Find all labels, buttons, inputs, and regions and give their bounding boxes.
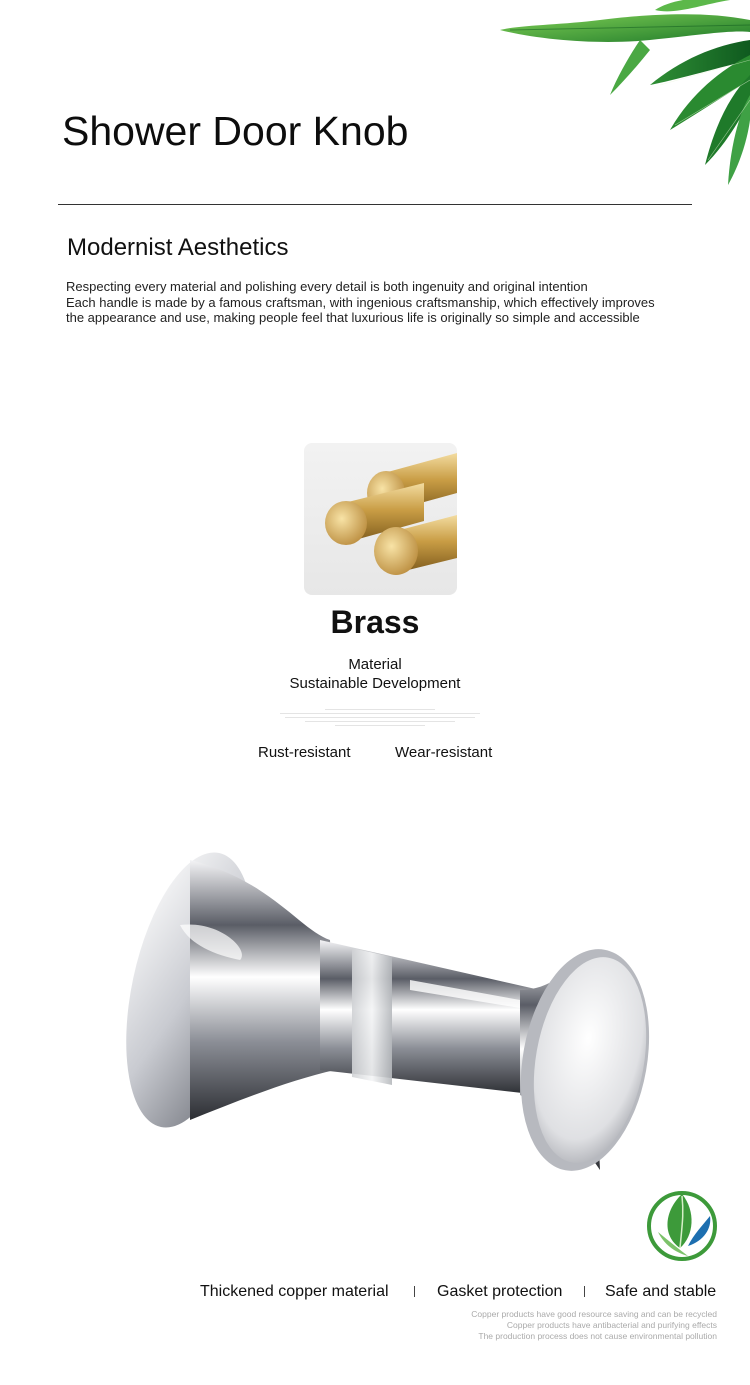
- note-line: The production process does not cause environmental pollution: [478, 1331, 717, 1341]
- eco-leaf-icon: [644, 1186, 720, 1262]
- palm-leaves-icon: [500, 0, 750, 190]
- property-wear-resistant: Wear-resistant: [395, 744, 493, 761]
- feature-safe-stable: Safe and stable: [605, 1283, 717, 1300]
- feature-gasket-protection: Gasket protection: [437, 1283, 563, 1300]
- fine-print-decoration: [275, 706, 485, 730]
- description-line: the appearance and use, making people feel that luxurious life is originally so simple and accessible: [66, 310, 640, 325]
- section-title: Modernist Aesthetics: [67, 234, 289, 261]
- separator: [584, 1286, 585, 1297]
- feature-thickened-copper: Thickened copper material: [200, 1283, 389, 1300]
- description-line: Each handle is made by a famous craftsman, with ingenious craftsmanship, which effectively improves: [66, 294, 655, 310]
- separator: [414, 1286, 415, 1297]
- note-line: Copper products have good resource saving and can be recycled: [471, 1309, 717, 1319]
- material-name: Brass: [330, 604, 420, 640]
- note-line: Copper products have antibacterial and purifying effects: [506, 1320, 717, 1330]
- material-label: Material: [348, 656, 402, 673]
- shower-door-knob-image: [120, 840, 660, 1210]
- divider: [58, 204, 692, 205]
- page-title: Shower Door Knob: [62, 108, 409, 154]
- brass-rods-image: [304, 443, 457, 595]
- property-rust-resistant: Rust-resistant: [258, 744, 351, 761]
- material-subtitle: Sustainable Development: [289, 675, 461, 692]
- description: [66, 279, 706, 326]
- description-line: Respecting every material and polishing every detail is both ingenuity and original intention: [66, 279, 588, 294]
